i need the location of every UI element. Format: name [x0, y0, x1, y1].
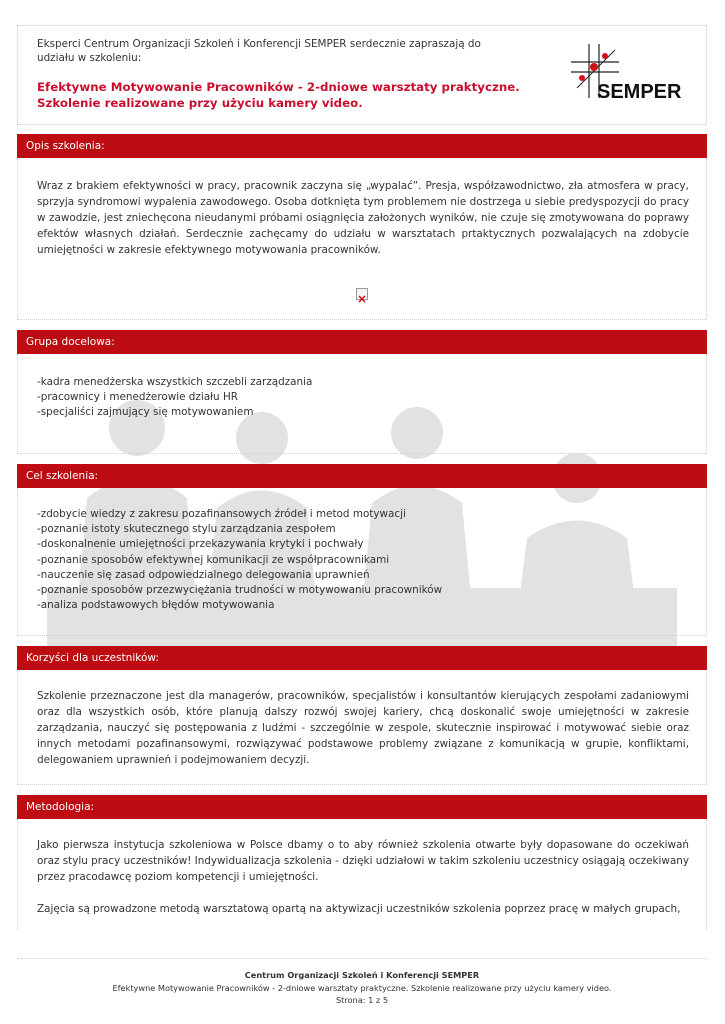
- logo-wordmark: SEMPER: [597, 81, 682, 103]
- training-title-line-2: Szkolenie realizowane przy użyciu kamery video.: [37, 96, 363, 110]
- section-body-grupa: [17, 354, 707, 454]
- list-item: -doskonalnenie umiejętności przekazywania krytyki i pochwały: [37, 538, 364, 551]
- section-header-korzysci: Korzyści dla uczestników:: [17, 646, 707, 670]
- semper-logo: [553, 42, 683, 104]
- metodologia-text-1: Jako pierwsza instytucja szkoleniowa w Polsce dbamy o to aby również szkolenia otwarte były dopasowane do oczekiwań oraz stylu pracy uczestników! Indywidualizacja szkolenia - dzięki udziałowi w takim szkoleniu uczestnicy osiągają oczekiwany przez pracodawcę poziom kompetencji i umiejętności.: [37, 839, 689, 883]
- list-item: -nauczenie się zasad odpowiedzialnego delegowania uprawnień: [37, 568, 370, 581]
- section-body-cel: [17, 488, 707, 636]
- training-title: [37, 79, 537, 111]
- page-number: Strona: 1 z 5: [335, 995, 389, 1005]
- list-item: -kadra menedżerska wszystkich szczebli zarządzania: [37, 376, 313, 388]
- section-body-metodologia: [17, 819, 707, 929]
- broken-image-icon: [356, 288, 368, 300]
- footer-subtitle: Efektywne Motywowanie Pracowników - 2-dniowe warsztaty praktyczne. Szkolenie realizowane przy użyciu kamery video.: [112, 982, 612, 993]
- section-header-grupa: Grupa docelowa:: [17, 330, 707, 354]
- section-header-opis: Opis szkolenia:: [17, 134, 707, 158]
- section-body-opis: [17, 158, 707, 320]
- section-header-cel: Cel szkolenia:: [17, 464, 707, 488]
- korzysci-text: Szkolenie przeznaczone jest dla managerów, pracowników, specjalistów i konsultantów kierujących zespołami zadaniowymi oraz dla wszystkich osób, które planują dalszy rozwój swojej kariery, chcą doskonalić swoje umiejętności w zakresie zarządzania, nauczyć się postępowania z ludźmi - szczególnie w zespole, skutecznie inspirować i motywować siebie oraz innych metodami pozafinansowymi, rozwiązywać podstawowe problemy związane z komunikacją w grupie, konfliktami, delegowaniem uprawnień i podejmowaniem decyzji.: [37, 690, 689, 766]
- metodologia-text-2: Zajęcia są prowadzone metodą warsztatową opartą na aktywizacji uczestników szkolenia poprzez pracę w małych grupach,: [37, 903, 681, 915]
- footer-org: Centrum Organizacji Szkoleń i Konferencji SEMPER: [244, 970, 480, 980]
- opis-text: Wraz z brakiem efektywności w pracy, pracownik zaczyna się „wypalać”. Presja, współzawodnictwo, zła atmosfera w pracy, sprzyja syndromowi wypalenia zawodowego. Osoba dotknięta tym problemem nie dostrzega u siebie predyspozycji do pracy w zawodzie, jest zniechęcona nieudanymi próbami osiągnięcia założonych wyników, nie czuje się zmotywowana do poprawy efektów własnych działań. Serdecznie zachęcamy do udziału w warsztatach prtaktycznych pozwalających na zdobycie umiejętności w zakresie efektywnego motywowania pracowników.: [37, 180, 689, 256]
- training-title-line-1: Efektywne Motywowanie Pracowników - 2-dniowe warsztaty praktyczne.: [37, 80, 520, 94]
- intro-text: Eksperci Centrum Organizacji Szkoleń i Konferencji SEMPER serdecznie zapraszają do udziału w szkoleniu:: [37, 38, 481, 64]
- list-item: -pracownicy i menedżerowie działu HR: [37, 391, 238, 404]
- list-item: -poznanie sposobów efektywnej komunikacji ze współpracownikami: [37, 553, 390, 566]
- list-item: -poznanie sposobów przezwyciężania trudności w motywowaniu pracowników: [37, 584, 443, 597]
- section-body-korzysci: [17, 670, 707, 785]
- section-header-metodologia: Metodologia:: [17, 795, 707, 819]
- page-footer: [17, 958, 707, 1007]
- list-item: -analiza podstawowych błędów motywowania: [37, 599, 275, 612]
- page-header: [17, 25, 707, 125]
- list-item: -specjaliści zajmujący się motywowaniem: [37, 406, 254, 419]
- cel-list: [37, 507, 442, 613]
- list-item: -zdobycie wiedzy z zakresu pozafinansowych źródeł i metod motywacji: [37, 508, 406, 520]
- list-item: -poznanie istoty skutecznego stylu zarządzania zespołem: [37, 523, 336, 536]
- grupa-list: [37, 375, 312, 421]
